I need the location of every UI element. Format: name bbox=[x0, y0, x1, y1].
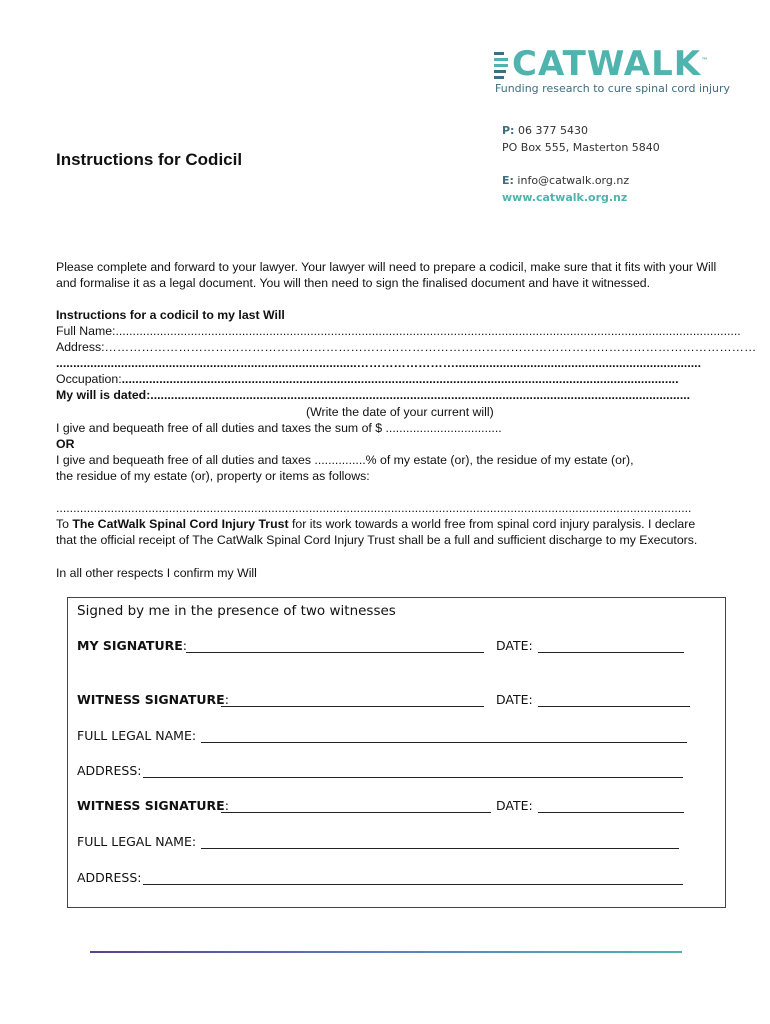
date-line-2[interactable] bbox=[538, 706, 690, 707]
full-legal-name-label-2: FULL LEGAL NAME: bbox=[77, 834, 197, 849]
date-label-2: DATE: bbox=[496, 692, 533, 707]
residue-line: the residue of my estate (or), property or items as follows: bbox=[56, 469, 370, 483]
form-heading: Instructions for a codicil to my last Will bbox=[56, 308, 285, 322]
sum-line: I give and bequeath free of all duties and taxes the sum of $ .................................. bbox=[56, 421, 502, 435]
trust-paragraph: To The CatWalk Spinal Cord Injury Trust for its work towards a world free from spinal cord injury paralysis. I declare that the official receipt of The CatWalk Spinal Cord Injury Trust shall be a full and sufficient discharge to my Executors. bbox=[56, 517, 698, 547]
percent-line: I give and bequeath free of all duties and taxes ...............% of my estate (or), the residue of my estate (or), bbox=[56, 453, 634, 467]
full-legal-name-line-2[interactable] bbox=[201, 848, 679, 849]
footer-divider bbox=[90, 951, 682, 953]
contact-website: www.catwalk.org.nz bbox=[502, 191, 628, 204]
confirm-line: In all other respects I confirm my Will bbox=[56, 566, 257, 580]
contact-phone: P: 06 377 5430 bbox=[502, 124, 588, 137]
witness-signature-line-1[interactable] bbox=[221, 706, 484, 707]
witness-signature-line-2[interactable] bbox=[221, 812, 491, 813]
my-signature-label: MY SIGNATURE: bbox=[77, 638, 187, 653]
date-line-3[interactable] bbox=[538, 812, 684, 813]
intro-paragraph: Please complete and forward to your lawyer. Your lawyer will need to prepare a codicil, make sure that it fits with your Will and formalise it as a legal document. You will then need to sign the finalised document and have it witnessed. bbox=[56, 260, 717, 290]
contact-email: E: info@catwalk.org.nz bbox=[502, 174, 630, 187]
full-name-row[interactable]: Full Name:....................................................................................................................................................................................... bbox=[56, 324, 741, 338]
will-dated-row[interactable]: My will is dated:.............................................................................................................................................................. bbox=[56, 388, 691, 402]
witness-signature-label-2: WITNESS SIGNATURE: bbox=[77, 798, 229, 813]
dated-hint: (Write the date of your current will) bbox=[306, 405, 494, 419]
date-line-1[interactable] bbox=[538, 652, 684, 653]
items-line[interactable]: .......................................................................................................................................................................................... bbox=[56, 501, 692, 515]
date-label-1: DATE: bbox=[496, 638, 533, 653]
logo-mark-icon bbox=[494, 52, 508, 80]
my-signature-line[interactable] bbox=[186, 652, 484, 653]
date-label-3: DATE: bbox=[496, 798, 533, 813]
signature-heading: Signed by me in the presence of two witnesses bbox=[77, 603, 396, 619]
address-row-2[interactable]: ........................................................................................……………………........................................................................ bbox=[56, 356, 702, 370]
address-row[interactable]: Address:…………………………………………………………………………………………………………………………………………… bbox=[56, 340, 757, 354]
address-line-2[interactable] bbox=[143, 884, 683, 885]
logo-wordmark: CATWALK™ bbox=[512, 44, 710, 84]
full-legal-name-label-1: FULL LEGAL NAME: bbox=[77, 728, 197, 743]
witness-signature-label-1: WITNESS SIGNATURE: bbox=[77, 692, 229, 707]
or-label: OR bbox=[56, 437, 75, 451]
address-line-1[interactable] bbox=[143, 777, 683, 778]
address-label-2: ADDRESS: bbox=[77, 870, 142, 885]
logo-tagline: Funding research to cure spinal cord injury bbox=[495, 82, 731, 95]
address-label-1: ADDRESS: bbox=[77, 763, 142, 778]
page-title: Instructions for Codicil bbox=[56, 150, 243, 169]
contact-po-box: PO Box 555, Masterton 5840 bbox=[502, 141, 660, 154]
full-legal-name-line-1[interactable] bbox=[201, 742, 687, 743]
occupation-row[interactable]: Occupation:................................................................................................................................................................... bbox=[56, 372, 679, 386]
